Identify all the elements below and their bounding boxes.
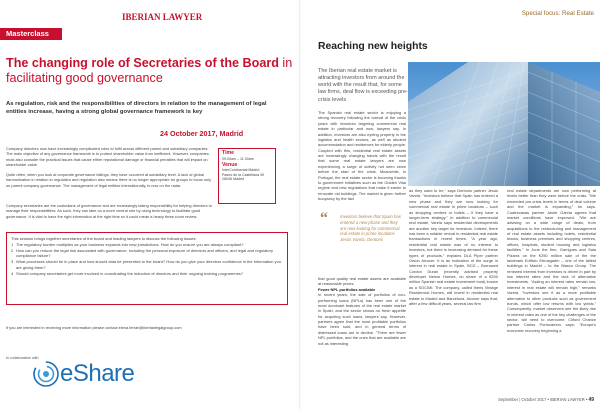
skyscraper-photo: [408, 62, 600, 186]
session-item-number: 2: [11, 248, 14, 254]
logo-text: IBERIAN LAWYER: [122, 12, 203, 22]
session-item-number: 4: [11, 270, 14, 276]
session-intro: This session brings together secretaries of the board and leading lawyers to discuss the following issues:: [11, 236, 197, 241]
body-paragraph: that good quality real estate assets are available at reasonable prices.: [318, 276, 406, 287]
page-number: 49: [588, 397, 594, 403]
body-paragraph: In recent years, the sale of portfolios of non-performing loans (NPLs) has been one of the most dominant features of the real estate market in Spain, and the sector shows no fresh appetite for acquiring such loans, lawyers say. However, partners agree that the most profitable portfolios have been sold, and in general terms of distressed loans are in decline. "There are fewer NPL portfolios, and the ones that are available are not as interesting: [318, 292, 406, 346]
title-part3: in facilitating: [6, 56, 293, 86]
contact-note: If you are interested in receiving more information please contact elena.ferrari@iberianlegalgroup.com: [6, 325, 182, 330]
article-intro: The Iberian real estate market is attracting investors from around the world with the result that, for some law firms, deal flow is exceeding pre-crisis levels: [318, 68, 408, 103]
article-subtitle: As regulation, risk and the responsibilities of directors in relation to the management of legal entities increase, having a strong global governance framework is key: [6, 101, 267, 115]
eshare-mark-icon: [32, 360, 60, 388]
body-column: The Spanish real estate sector is enjoying a strong recovery following the turmoil of the crisis years with investors targeting commercial real estate in particular and now, lawyers say. In addition, investors are also eyeing property in the logistics and health sectors, as well as student accommodation and residences for elderly people. Coupled with this, residential real estate assets are increasingly changing hands with the result that some real estate lawyers are now experiencing a surge of activity not seen since before the start of the crisis. Meanwhile, in Portugal, the real estate sector is booming thanks to government initiatives such as the Golden Visa regime and new regulations that make it easier to renovate old buildings. The market is given further buoyancy by the fact: [318, 110, 406, 201]
title-part2: Board: [242, 56, 279, 70]
session-item: [11, 242, 283, 247]
venue-value: InterContinental Madrid: [222, 168, 260, 173]
session-item: [11, 259, 283, 269]
quote-mark-icon: “: [320, 210, 328, 227]
pull-quote-text: Investors believe that Spain has entered a new phase and they are now looking for commercial real estate in prime locations: [340, 214, 401, 237]
eshare-logo: [32, 360, 134, 388]
pull-quote-author: Jesús Varela, Dentons: [340, 237, 384, 243]
footer-brand: IBERIAN LAWYER: [550, 397, 585, 402]
body-column: real estate departments are now performing at levels better than they were before the crisis. "We exceeded pre-crisis levels in terms of deal volume and the market is expanding," he says. Cuatrecasas partner Javier Garcia agrees that market conditions have improved. "We are advising on a wide range of deals, from acquisitions to the restructuring and management of real estate assets including hotels, residential blocks, business premises and shopping centres, offices, hospitals, student housing and logistics facilities." In June the firm, Garrigues and Sala Pizarra on the €250 million sale of the the landmark Edificio Ebrosgadín – one of the tallest buildings in Madrid – to the Blasco Group. The renewed interest from investors is driven in part by low interest rates and the lack of alternative investments. "Asking an interest rates remain low, interest in real estate will remain high," remarks Varela. "Investors see it as a more profitable alternative to other products such as government bonds, which offer low returns with low yields." Consequently, market observers see the likely rise in interest rates as one of the key challenges of the sector, will need to overcome. Cliford Chance partner Carlos Portocarrero says: "Europe's economic recovery beginning a: [507, 188, 596, 333]
title-part4: good governance: [65, 71, 163, 86]
body-column: as they used to be," says Dentons partner Jesús Varela. "Investors believe that Spain has entered a new phase and they are now looking for commercial real estate in prime locations – such as shopping centres or hotels – if they have a longer-term strategy." In addition to commercial real estate, Varela says residential developments are another key target for investors. Indeed, there has been a notable revival in residential real estate transactions in recent times. "A year ago, residential real estate was of no interest to investors, but there is increasing demand for these types of products," explains DLA Piper partner Orson Alcocer. It is an indication of the surge in interest in real estate in Spain, BCD – Borrowed Cordon Duran (recently advised property developer Neinor Homes, on share of a €200 million Spanish real estate investment trust) known as a SOCIMI. The company, called Iberis Vintage Residencial Homes, will invest in residential real estate in Madrid and Barcelona. Alcocer says that, after a few difficult years, several law firm: [409, 188, 498, 306]
session-item-text: The regulatory burden multiplies as your business expands into new jurisdictions. How do you ensure you are always compliant?: [16, 242, 244, 248]
venue-address-line2: 28046 Madrid: [222, 177, 244, 182]
section-tag: Special focus: Real Estate: [521, 10, 594, 17]
session-item-number: 1: [11, 242, 14, 248]
venue-address-line1: Paseo de la Castellana 49: [222, 172, 264, 177]
session-topics-box: [6, 232, 288, 305]
body-paragraph: Quite often, when you look at corporate governance failings, they have occurred at subsidiary level. A lack of global harmonisation in relation to regulation and regulation also means there is no longer appropriate for groups to focus only on parent company governance. The management of legal entities internationally, is now on the radar.: [6, 172, 212, 188]
time-label: Time: [222, 150, 235, 156]
session-item: [11, 248, 283, 258]
session-item-number: 3: [11, 259, 14, 265]
session-item-text: Should company secretaries get more involved in coordinating the induction of directors and their ongoing training programmes?: [16, 270, 244, 276]
subheading: Fewer NPL portfolios available: [318, 286, 376, 292]
session-item-text: What processes should be in place and how should data be presented to the board? How do you give your directors confidence in the information you are giving them?: [16, 259, 282, 270]
section-tag: [0, 28, 62, 40]
article-title: [6, 56, 296, 87]
title-part1: The changing role of Secretaries of the: [6, 56, 240, 70]
event-info-box: [218, 148, 276, 204]
event-date: 24 October 2017, Madrid: [160, 129, 244, 138]
page-footer: September | October 2017 • IBERIAN LAWYER • 49: [498, 397, 594, 403]
body-paragraph: Company secretaries are the custodians of governance and are increasingly taking responsibility for helping directors to manage their responsibilities. As such, they can take on a more central role by using technology to facilitate good governance. It is vital to have the right information at the right time so it could mean a heavy three-room review.: [6, 203, 212, 219]
collaboration-label: In collaboration with: [6, 356, 39, 360]
session-item-text: How can you reduce the legal risk associated with governance, including the personal exposure of directors and officers, and legal and regulatory compliance failure?: [16, 248, 273, 259]
session-item: [11, 271, 283, 276]
eshare-wordmark: eShare: [60, 360, 135, 387]
body-column: [318, 276, 406, 346]
article-title: Reaching new heights: [318, 41, 428, 52]
footer-date: September | October 2017: [498, 397, 547, 402]
iberian-lawyer-logo: [122, 12, 203, 22]
pull-quote: [340, 214, 402, 243]
time-value: 09.00am – 11.00am: [222, 156, 254, 161]
right-page: [300, 0, 600, 409]
venue-label: Venue: [222, 161, 238, 168]
section-tag-label: Masterclass: [6, 29, 49, 38]
body-paragraph: Company directors now have increasingly complicated roles to fulfil across different parent and subsidiary companies. The main objective of any governance framework is to protect shareholder value from inefficient. However, companies must also consider the practical issues that cause either reputational damage or financial penalties that will impact on shareholder value.: [6, 146, 209, 167]
